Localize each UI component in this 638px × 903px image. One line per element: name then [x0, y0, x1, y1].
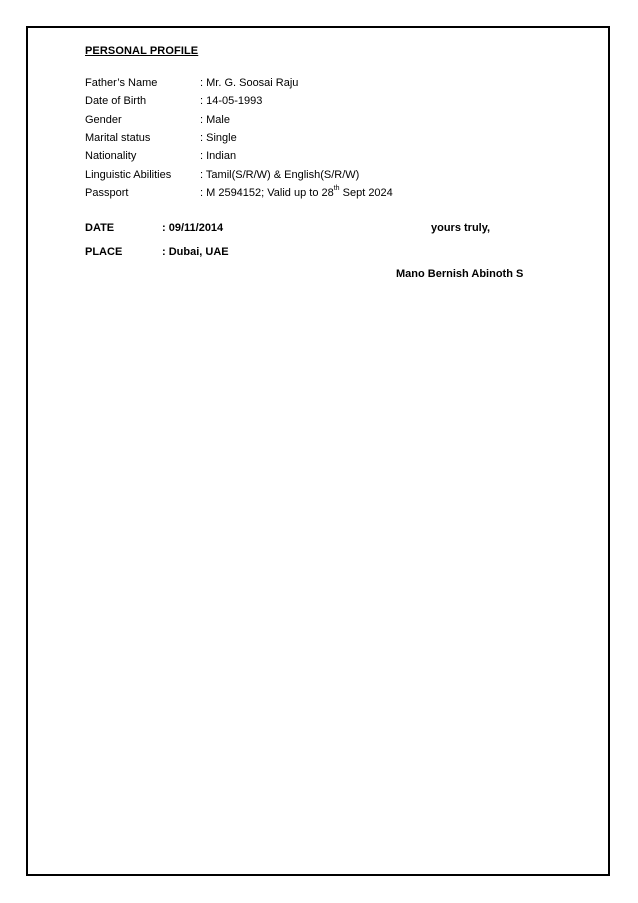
profile-value: : Male: [200, 113, 230, 126]
signoff: yours truly,: [431, 222, 491, 234]
date-value: : 09/11/2014: [162, 222, 224, 234]
profile-label: Linguistic Abilities: [85, 168, 172, 181]
profile-label: Date of Birth: [85, 95, 147, 108]
profile-row-date-of-birth: [85, 92, 393, 110]
date-line: [85, 222, 223, 234]
signature-name: Mano Bernish Abinoth S: [396, 268, 524, 280]
passport-value-suffix: Sept 2024: [339, 186, 393, 199]
passport-value-text: : M 2594152; Valid up to 28: [200, 186, 334, 199]
profile-value: : Tamil(S/R/W) & English(S/R/W): [200, 168, 360, 181]
profile-label: Marital status: [85, 132, 151, 145]
profile-row-linguistic-abilities: [85, 165, 393, 183]
date-label: DATE: [85, 222, 115, 234]
section-title: PERSONAL PROFILE: [85, 45, 199, 57]
profile-label: Gender: [85, 113, 122, 126]
profile-row-marital-status: [85, 129, 393, 147]
profile-row-passport: [85, 184, 393, 202]
profile-value: : Indian: [200, 150, 237, 163]
profile-value: : Mr. G. Soosai Raju: [200, 77, 299, 90]
place-label: PLACE: [85, 246, 123, 258]
profile-label: Father’s Name: [85, 77, 158, 90]
place-line: [85, 246, 229, 258]
profile-value: [200, 184, 393, 199]
profile-row-father-name: [85, 74, 393, 92]
profile-value: : 14-05-1993: [200, 95, 263, 108]
profile-row-gender: [85, 111, 393, 129]
profile-label: Passport: [85, 186, 129, 199]
profile-label: Nationality: [85, 150, 137, 163]
profile-row-nationality: [85, 147, 393, 165]
place-value: : Dubai, UAE: [162, 246, 229, 258]
passport-value-superscript: th: [333, 184, 340, 192]
profile-value: : Single: [200, 132, 237, 145]
personal-profile-table: [85, 74, 393, 202]
